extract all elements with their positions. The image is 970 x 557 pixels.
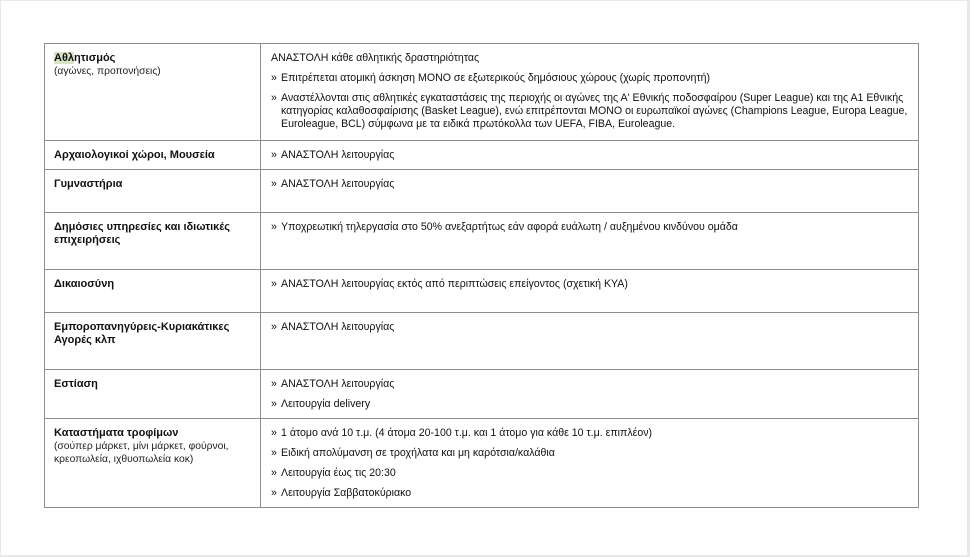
details-cell xyxy=(261,141,919,170)
bullet-mark: » xyxy=(271,378,277,390)
list-item: » ΑΝΑΣΤΟΛΗ λειτουργίας xyxy=(271,178,395,190)
bullet-mark: » xyxy=(271,72,277,84)
document-page xyxy=(1,1,967,555)
details-cell xyxy=(261,270,919,313)
list-item: » Υποχρεωτική τηλεργασία στο 50% ανεξαρτήτως εάν αφορά ευάλωτη / αυξημένου κινδύνου ομάδα xyxy=(271,221,738,233)
category-title: Δικαιοσύνη xyxy=(54,278,115,290)
bullet-mark: » xyxy=(271,427,277,439)
table-row xyxy=(45,213,919,270)
details-cell xyxy=(261,213,919,270)
category-cell xyxy=(45,141,261,170)
category-title: Εστίαση xyxy=(54,378,98,390)
list-item: » Λειτουργία delivery xyxy=(271,398,371,410)
highlighted-text: Αθλ xyxy=(54,52,75,64)
details-cell xyxy=(261,313,919,370)
table-row xyxy=(45,419,919,508)
bullet-mark: » xyxy=(271,398,277,410)
bullet-mark: » xyxy=(271,221,277,233)
bullet-mark: » xyxy=(271,149,277,161)
measures-table xyxy=(44,43,919,508)
bullet-mark: » xyxy=(271,278,277,290)
table-row xyxy=(45,141,919,170)
list-item: » Ειδική απολύμανση σε τροχήλατα και μη καρότσια/καλάθια xyxy=(271,447,555,459)
details-cell xyxy=(261,419,919,508)
category-title: Γυμναστήρια xyxy=(54,178,123,190)
list-item: » Λειτουργία Σαββατοκύριακο xyxy=(271,487,412,499)
bullet-mark: » xyxy=(271,321,277,333)
list-item: » Επιτρέπεται ατομική άσκηση ΜΟΝΟ σε εξωτερικούς δημόσιους χώρους (χωρίς προπονητή) xyxy=(271,72,711,84)
category-cell xyxy=(45,370,261,419)
details-intro: ΑΝΑΣΤΟΛΗ κάθε αθλητικής δραστηριότητας xyxy=(271,52,480,64)
category-title: Δημόσιες υπηρεσίες και ιδιωτικές επιχειρήσεις xyxy=(54,221,230,246)
table-row xyxy=(45,270,919,313)
category-cell xyxy=(45,313,261,370)
category-title: Εμποροπανηγύρεις-Κυριακάτικες Αγορές κλπ xyxy=(54,321,230,346)
details-cell xyxy=(261,44,919,141)
category-cell xyxy=(45,44,261,141)
bullet-mark: » xyxy=(271,487,277,499)
table-row xyxy=(45,170,919,213)
category-cell xyxy=(45,419,261,508)
table-row xyxy=(45,370,919,419)
bullet-mark: » xyxy=(271,467,277,479)
details-cell xyxy=(261,370,919,419)
bullet-mark: » xyxy=(271,447,277,459)
list-item: » ΑΝΑΣΤΟΛΗ λειτουργίας εκτός από περιπτώσεις επείγοντος (σχετική ΚΥΑ) xyxy=(271,278,628,290)
list-item: » Αναστέλλονται στις αθλητικές εγκαταστάσεις της περιοχής οι αγώνες της Α' Εθνικής ποδοσφαίρου (Super League) και της Α1 Εθνικής κατηγορίας καλαθοσφαίρισης (Basket League), ενώ επιτρέπονται ΜΟΝΟ οι ευρωπαϊκοί αγώνες (Champions League, Europa League, Euroleague, BCL) σύμφωνα με τα ειδικά πρωτόκολλα των UEFA, FIBA, Euroleague. xyxy=(271,92,908,130)
category-cell xyxy=(45,270,261,313)
category-title: Καταστήματα τροφίμων xyxy=(54,427,179,439)
table-row xyxy=(45,44,919,141)
category-cell xyxy=(45,170,261,213)
category-title: Αρχαιολογικοί χώροι, Μουσεία xyxy=(54,149,215,161)
category-subtitle: (σούπερ μάρκετ, μίνι μάρκετ, φούρνοι, κρεοπωλεία, ιχθυοπωλεία κοκ) xyxy=(54,441,229,465)
bullet-mark: » xyxy=(271,178,277,190)
category-cell xyxy=(45,213,261,270)
list-item: » ΑΝΑΣΤΟΛΗ λειτουργίας xyxy=(271,378,395,390)
bullet-mark: » xyxy=(271,92,277,104)
list-item: » Λειτουργία έως τις 20:30 xyxy=(271,467,396,479)
list-item: » 1 άτομο ανά 10 τ.μ. (4 άτομα 20-100 τ.μ. και 1 άτομο για κάθε 10 τ.μ. επιπλέον) xyxy=(271,427,653,439)
details-cell xyxy=(261,170,919,213)
list-item: » ΑΝΑΣΤΟΛΗ λειτουργίας xyxy=(271,321,395,333)
category-subtitle: (αγώνες, προπονήσεις) xyxy=(54,66,161,77)
list-item: » ΑΝΑΣΤΟΛΗ λειτουργίας xyxy=(271,149,395,161)
table-row xyxy=(45,313,919,370)
category-title: Αθλητισμός xyxy=(54,52,116,64)
